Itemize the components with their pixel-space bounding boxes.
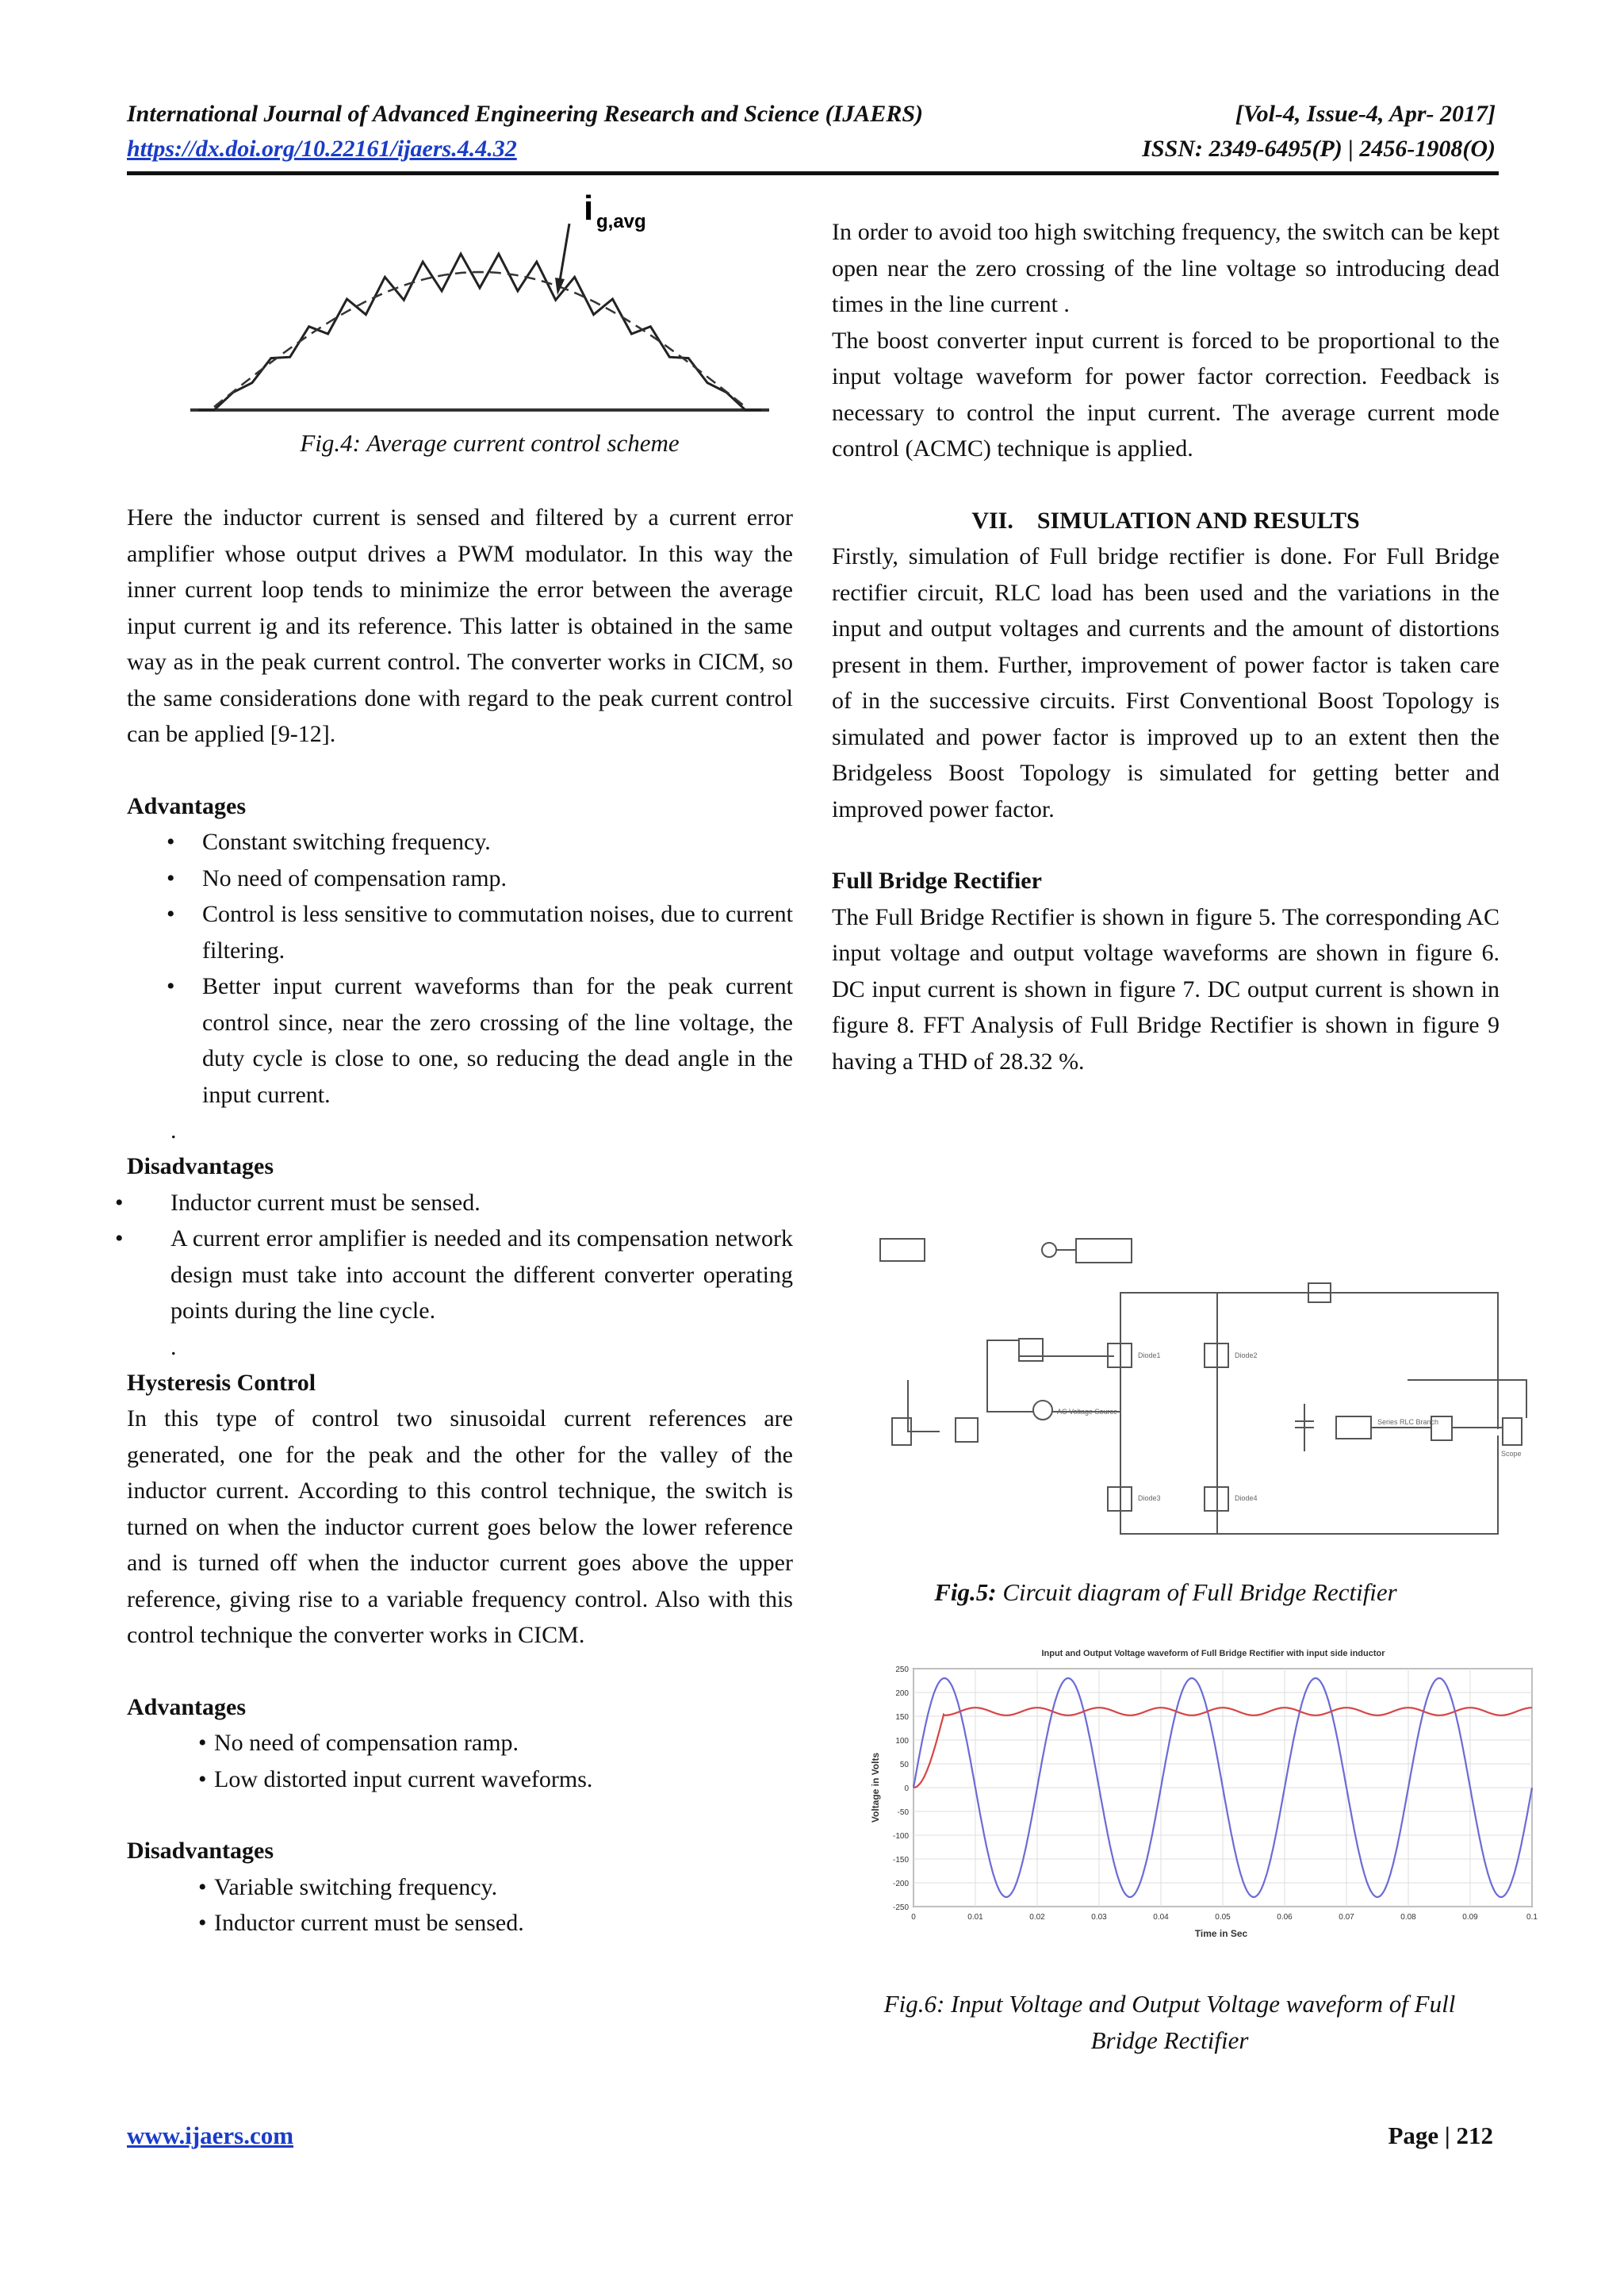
list-item: • Variable switching frequency. — [159, 1869, 793, 1906]
x-tick-label: 0.02 — [1029, 1913, 1045, 1922]
x-tick-label: 0.03 — [1091, 1913, 1107, 1922]
y-tick-labels — [893, 1665, 909, 1912]
scope-label: Scope — [1501, 1450, 1522, 1458]
full-bridge-paragraph: The Full Bridge Rectifier is shown in figure 5. The corresponding AC input voltage and output voltage waveforms are shown in figure 6. DC input current is shown in figure 7. DC output current is shown in figure 8. FFT Analysis of Full Bridge Rectifier is shown in figure 9 having a THD of 28.32 %. — [832, 903, 1500, 1075]
x-axis-label: Time in Sec — [1194, 1928, 1248, 1939]
section-heading-simulation: VII. SIMULATION AND RESULTS — [971, 507, 1360, 534]
fig4-label: i — [584, 189, 594, 228]
spacer-dot: . — [170, 1117, 177, 1144]
wire — [908, 1380, 940, 1432]
left-paragraph-1: Here the inductor current is sensed and filtered by a current error amplifier whose output drives a PWM modulator. In this way the inner current loop tends to minimize the error between the average input current ig and its reference. This latter is obtained in the same way as in the peak current control. The converter works in CICM, so the same considerations done with regard to the peak current control can be applied [9-12]. — [127, 504, 793, 747]
advantages-heading: Advantages — [127, 792, 247, 819]
list-item: • Control is less sensitive to commutation noises, due to current filtering. — [127, 896, 793, 968]
diode3-label: Diode3 — [1138, 1494, 1161, 1502]
x-tick-label: 0.05 — [1215, 1913, 1231, 1922]
issn: ISSN: 2349-6495(P) | 2456-1908(O) — [1142, 136, 1496, 162]
volume-info: [Vol-4, Issue-4, Apr- 2017] — [1235, 101, 1496, 127]
fig5-circuit-diagram — [876, 1221, 1542, 1554]
advantages-list-2 — [159, 1725, 793, 1797]
fig5-caption-text: Circuit diagram of Full Bridge Rectifier — [996, 1578, 1397, 1606]
ac-source-icon — [1033, 1401, 1052, 1420]
list-item: • Inductor current must be sensed. — [159, 1905, 793, 1941]
hysteresis-heading: Hysteresis Control — [127, 1369, 316, 1396]
y-tick-label: -150 — [892, 1856, 909, 1865]
y-tick-label: -50 — [897, 1808, 909, 1817]
y-tick-label: 50 — [899, 1761, 909, 1769]
fig4-sublabel: g,avg — [596, 211, 646, 232]
full-bridge-heading: Full Bridge Rectifier — [832, 868, 1042, 894]
journal-title: International Journal of Advanced Engineering Research and Science (IJAERS) — [127, 101, 924, 127]
x-tick-label: 0.01 — [967, 1913, 983, 1922]
hysteresis-paragraph: In this type of control two sinusoidal current references are generated, one for the peak and the other for the valley of the inductor current. According to this control technique, the switch is turned on when the inductor current goes below the lower reference and is turned off when the inductor current goes above the upper reference, giving rise to a variable frequency control. Also with this control technique the converter works in CICM. — [127, 1405, 793, 1648]
right-column — [832, 214, 1500, 1079]
y-tick-label: 100 — [895, 1737, 909, 1746]
fig5-caption-bold: Fig.5: — [934, 1578, 997, 1606]
y-tick-label: 250 — [895, 1665, 909, 1674]
list-item: • Constant switching frequency. — [127, 824, 793, 861]
disadvantages-list-2 — [159, 1869, 793, 1941]
right-paragraph-1: In order to avoid too high switching frequency, the switch can be kept open near the zero crossing of the line voltage so introducing dead times in the line current . — [832, 219, 1500, 317]
fig6-caption: Fig.6: Input Voltage and Output Voltage waveform of Full Bridge Rectifier — [883, 1990, 1456, 2054]
display-block — [1076, 1239, 1132, 1263]
disadvantages-list — [71, 1185, 793, 1329]
wire — [987, 1380, 1033, 1412]
y-tick-label: 150 — [895, 1713, 909, 1722]
diode1-label: Diode1 — [1138, 1351, 1161, 1359]
list-item: • No need of compensation ramp. — [159, 1725, 793, 1761]
fig6-voltage-chart — [864, 1642, 1546, 1943]
y-tick-label: -250 — [892, 1903, 909, 1912]
disadvantages-heading-2: Disadvantages — [127, 1838, 274, 1864]
wire — [1120, 1293, 1498, 1429]
y-tick-label: -200 — [892, 1880, 909, 1888]
doi-link-wrap — [127, 132, 517, 167]
fig5-caption — [832, 1574, 1500, 1611]
advantages-list — [127, 824, 793, 1113]
voltage-measurement-block-left — [956, 1418, 978, 1442]
list-item: • No need of compensation ramp. — [127, 861, 793, 897]
x-tick-label: 0 — [911, 1913, 916, 1922]
footer-page: Page | 212 — [1388, 2122, 1493, 2149]
left-column — [127, 500, 793, 1941]
x-tick-label: 0.06 — [1277, 1913, 1293, 1922]
load-label: Series RLC Branch — [1377, 1418, 1439, 1426]
disadvantages-heading: Disadvantages — [127, 1153, 274, 1179]
x-tick-label: 0.09 — [1462, 1913, 1478, 1922]
fig4-average-current-dashed — [214, 272, 745, 407]
fig4-average-current-diagram — [190, 184, 769, 422]
fig4-inductor-current-zigzag — [198, 254, 761, 410]
wire — [1120, 1304, 1498, 1534]
footer-site-wrap — [127, 2122, 293, 2150]
right-paragraph-2: The boost converter input current is forced to be proportional to the input voltage waveform for power factor correction. Feedback is necessary to control the input current. The average current mode control (ACMC) technique is applied. — [832, 327, 1500, 462]
advantages-heading-2: Advantages — [127, 1693, 247, 1720]
spacer-dot: . — [170, 1333, 177, 1360]
list-item: • A current error amplifier is needed and its compensation network design must take into account the different converter operating points during the line cycle. — [71, 1221, 793, 1329]
clock-icon — [1042, 1243, 1056, 1257]
chart-title: Input and Output Voltage waveform of Full Bridge Rectifier with input side inductor — [1041, 1649, 1385, 1658]
list-item: • Inductor current must be sensed. — [71, 1185, 793, 1221]
x-tick-labels — [911, 1913, 1538, 1922]
ac-source-label: AC Voltage Source — [1057, 1408, 1118, 1416]
fig4-caption: Fig.4: Average current control scheme — [300, 429, 680, 457]
rlc-branch-block — [1336, 1416, 1371, 1439]
footer-site-link[interactable]: www.ijaers.com — [127, 2122, 294, 2149]
header-rule — [127, 171, 1499, 175]
diode4-label: Diode4 — [1235, 1494, 1258, 1502]
x-tick-label: 0.04 — [1153, 1913, 1169, 1922]
y-tick-label: 0 — [904, 1784, 909, 1793]
x-tick-label: 0.08 — [1400, 1913, 1416, 1922]
simulation-paragraph: Firstly, simulation of Full bridge rectifier is done. For Full Bridge rectifier circuit, RLC load has been used and the variations in the input and output voltages and currents and the amount of distortions present in them. Further, improvement of power factor is taken care of in the successive circuits. First Conventional Boost Topology is simulated and power factor is improved up to an extent then the Bridgeless Boost Topology is simulated for getting better and improved power factor. — [832, 543, 1500, 822]
x-tick-label: 0.07 — [1339, 1913, 1354, 1922]
fig4-arrow-line — [560, 224, 569, 281]
y-tick-label: 200 — [895, 1689, 909, 1698]
wire — [1408, 1380, 1526, 1418]
powergui-block — [880, 1239, 925, 1261]
list-item: • Low distorted input current waveforms. — [159, 1761, 793, 1798]
y-axis-label: Voltage in Volts — [870, 1752, 881, 1823]
current-measurement-block-left — [1019, 1339, 1043, 1361]
y-tick-label: -100 — [892, 1832, 909, 1841]
list-item: • Better input current waveforms than for the peak current control since, near the zero crossing of the line voltage, the duty cycle is close to one, so reducing the dead angle in the input current. — [127, 968, 793, 1113]
diode2-label: Diode2 — [1235, 1351, 1258, 1359]
doi-link[interactable]: https://dx.doi.org/10.22161/ijaers.4.4.32 — [127, 136, 517, 162]
scope-block-right — [1503, 1418, 1522, 1445]
x-tick-label: 0.1 — [1526, 1913, 1538, 1922]
